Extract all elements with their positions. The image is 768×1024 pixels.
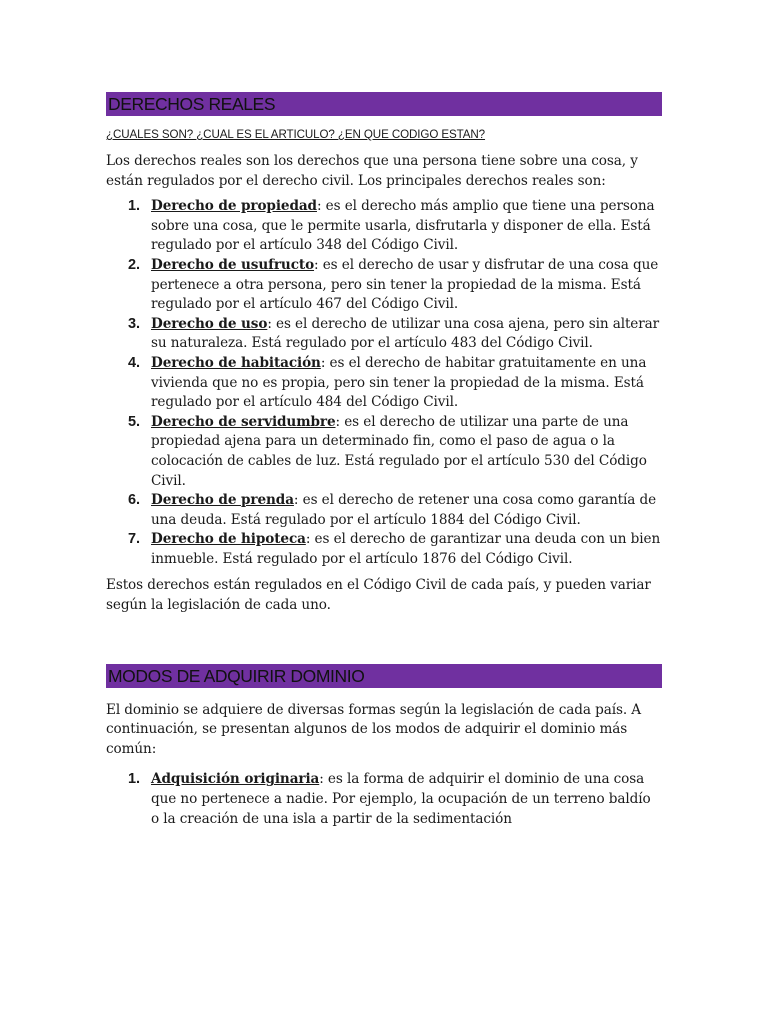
closing-paragraph: Estos derechos están regulados en el Código Civil de cada país, y pueden variar según la legislación de cada uno. — [106, 577, 651, 614]
item-term: Derecho de servidumbre — [151, 413, 336, 430]
item-term: Derecho de uso — [151, 315, 268, 332]
item-description: : es el derecho más amplio que tiene una persona sobre una cosa, que le permite usarla, disfrutarla y disponer de ella. Está regulado por el artículo 348 del Código Civil. — [151, 198, 655, 254]
list-number: 7. — [128, 531, 140, 548]
list-item — [106, 315, 662, 354]
item-term: Derecho de prenda — [151, 492, 294, 509]
item-description: : es la forma de adquirir el dominio de una cosa que no pertenece a nadie. Por ejemplo, la ocupación de un terreno baldío o la creación de una isla a partir de la sedimentación — [151, 771, 651, 827]
modes-list — [106, 770, 662, 829]
section-subheading: ¿CUALES SON? ¿CUAL ES EL ARTICULO? ¿EN QUE CODIGO ESTAN? — [106, 128, 486, 141]
list-item — [106, 354, 662, 413]
intro-paragraph: Los derechos reales son los derechos que una persona tiene sobre una cosa, y están regulados por el derecho civil. Los principales derechos reales son: — [106, 153, 638, 189]
item-term: Adquisición originaria — [151, 771, 320, 788]
item-term: Derecho de hipoteca — [151, 531, 306, 548]
document-page — [106, 92, 662, 829]
item-description: : es el derecho de utilizar una parte de una propiedad ajena para un determinado fin, como el paso de agua o la colocación de cables de luz. Está regulado por el artículo 530 del Código Civil. — [151, 413, 647, 489]
section-title-modos-adquirir: MODOS DE ADQUIRIR DOMINIO — [106, 664, 662, 688]
item-description: : es el derecho de usar y disfrutar de una cosa que pertenece a otra persona, pero sin tener la propiedad de la misma. Está regulado por el artículo 467 del Código Civil. — [151, 256, 659, 313]
list-item — [106, 413, 662, 491]
item-term: Derecho de usufructo — [151, 256, 315, 273]
list-number: 3. — [128, 315, 140, 332]
item-description: : es el derecho de utilizar una cosa ajena, pero sin alterar su naturaleza. Está regulado por el artículo 483 del Código Civil. — [151, 315, 660, 352]
list-number: 1. — [128, 771, 140, 788]
list-number: 4. — [128, 354, 140, 371]
list-number: 6. — [128, 492, 140, 509]
list-item — [106, 770, 662, 829]
list-item — [106, 197, 662, 256]
list-number: 1. — [128, 198, 140, 215]
list-number: 2. — [128, 256, 140, 273]
list-item — [106, 491, 662, 530]
list-number: 5. — [128, 413, 140, 430]
section-title-derechos-reales: DERECHOS REALES — [106, 92, 662, 116]
item-term: Derecho de habitación — [151, 354, 321, 371]
list-item — [106, 530, 662, 569]
item-description: : es el derecho de habitar gratuitamente en una vivienda que no es propia, pero sin tener la propiedad de la misma. Está regulado por el artículo 484 del Código Civil. — [151, 354, 647, 411]
rights-list — [106, 197, 662, 569]
item-term: Derecho de propiedad — [151, 198, 317, 215]
item-description: : es el derecho de retener una cosa como garantía de una deuda. Está regulado por el artículo 1884 del Código Civil. — [151, 492, 657, 528]
intro-paragraph: El dominio se adquiere de diversas formas según la legislación de cada país. A continuación, se presentan algunos de los modos de adquirir el dominio más común: — [106, 701, 642, 757]
item-description: : es el derecho de garantizar una deuda con un bien inmueble. Está regulado por el artículo 1876 del Código Civil. — [151, 531, 661, 567]
list-item — [106, 256, 662, 315]
